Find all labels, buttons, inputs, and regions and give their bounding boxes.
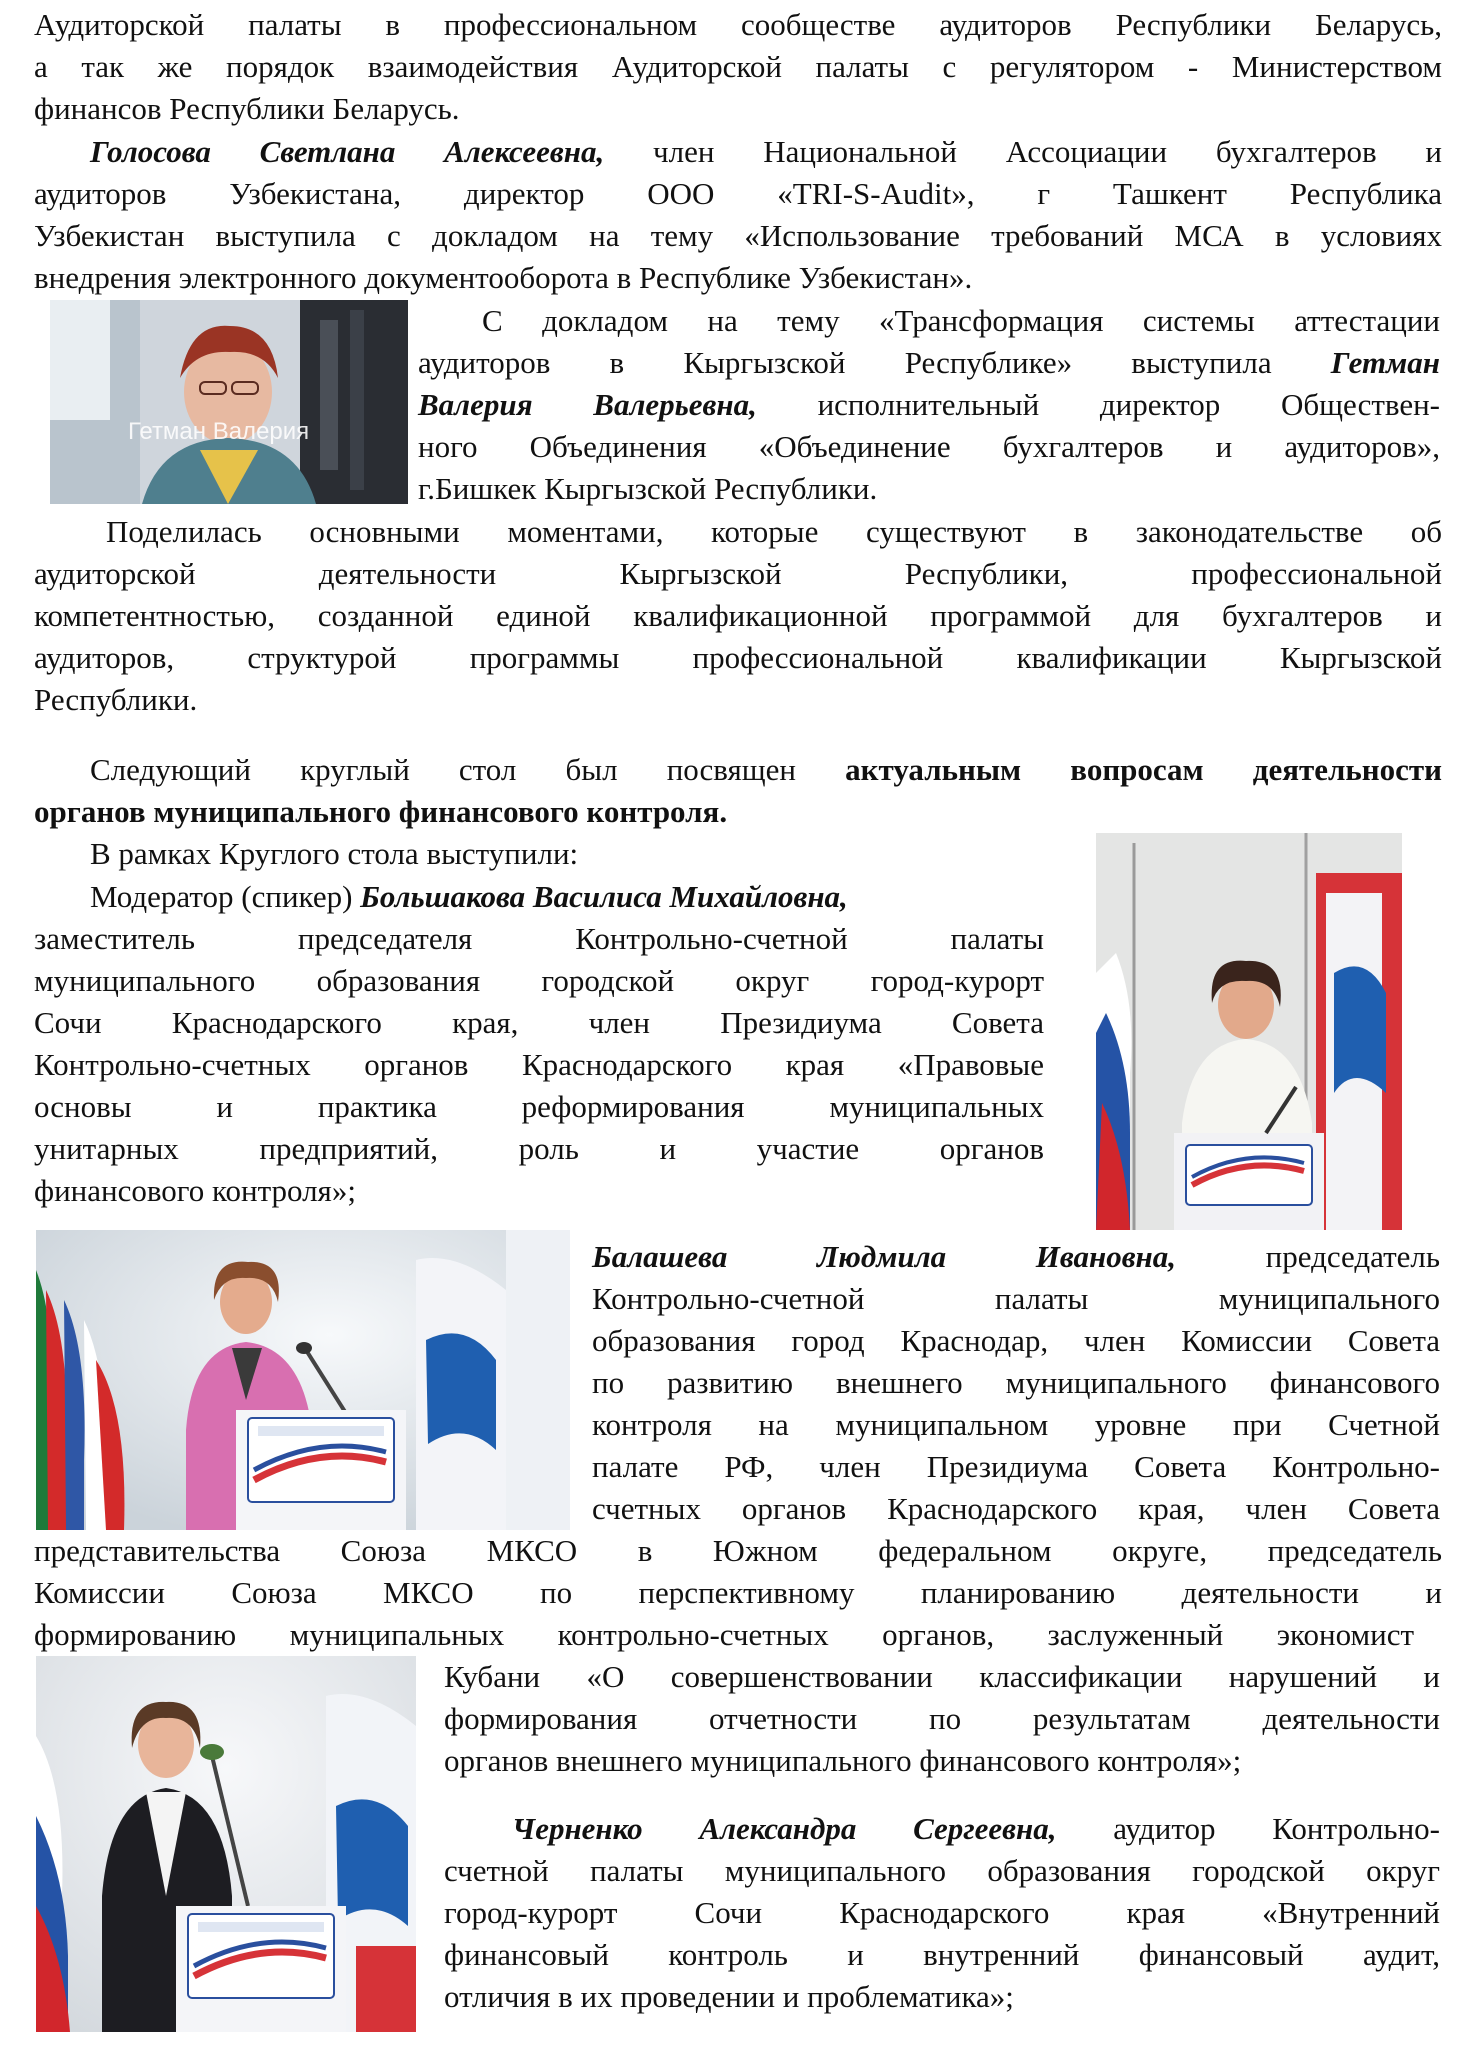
text-line: основы и практика реформирования муниципальных — [34, 1089, 1044, 1124]
text-line: формирования отчетности по результатам деятельности — [444, 1701, 1440, 1736]
text-line: палате РФ, член Президиума Совета Контрольно- — [592, 1449, 1440, 1484]
text-line: ного Объединения «Объединение бухгалтеров и аудиторов», — [418, 429, 1440, 464]
text-line: Аудиторской палаты в профессиональном сообществе аудиторов Республики Беларусь, — [34, 7, 1442, 42]
text-line: внедрения электронного документооборота в Республике Узбекистан». — [34, 260, 973, 295]
speaker-name: Балашева Людмила Ивановна, — [592, 1239, 1177, 1274]
text-span: член Национальной Ассоциации бухгалтеров и — [604, 134, 1442, 169]
text-line: счетной палаты муниципального образования городской округ — [444, 1853, 1440, 1888]
text-line: аудиторской деятельности Кыргызской Республики, профессиональной — [34, 556, 1442, 591]
text-line: по развитию внешнего муниципального финансового — [592, 1365, 1440, 1400]
text-line: формированию муниципальных контрольно-счетных органов, заслуженный экономист — [34, 1617, 1414, 1652]
text-line: заместитель председателя Контрольно-счетной палаты — [34, 921, 1044, 956]
text-line: Сочи Краснодарского края, член Президиума Совета — [34, 1005, 1044, 1040]
photo-balasheva — [36, 1230, 570, 1530]
text-line — [592, 1236, 1440, 1279]
photo-caption: Гетман Валерия — [128, 418, 310, 445]
text-line: Поделилась основными моментами, которые существуют в законодательстве об — [106, 514, 1442, 549]
speaker-name: Гетман — [1330, 345, 1441, 380]
text-line: С докладом на тему «Трансформация системы аттестации — [482, 303, 1440, 338]
text-line: г.Бишкек Кыргызской Республики. — [418, 471, 878, 506]
text-span: аудиторов в Кыргызской Республике» выступила — [418, 345, 1272, 380]
text-line: Контрольно-счетной палаты муниципального — [592, 1281, 1440, 1316]
text-line — [418, 342, 1440, 385]
text-line: отличия в их проведении и проблематика»; — [444, 1979, 1014, 2014]
text-line — [34, 131, 1442, 174]
photo-balasheva-image — [36, 1230, 570, 1530]
text-line: Контрольно-счетных органов Краснодарского края «Правовые — [34, 1047, 1044, 1082]
text-line: Кубани «О совершенствовании классификации нарушений и — [444, 1659, 1440, 1694]
text-line: финансовый контроль и внутренний финансовый аудит, — [444, 1937, 1440, 1972]
speaker-name: Черненко Александра Сергеевна, — [512, 1811, 1057, 1846]
text-line: аудиторов Узбекистана, директор ООО «TRI-S-Audit», г Ташкент Республика — [34, 176, 1442, 211]
photo-getman — [50, 300, 408, 504]
text-line: счетных органов Краснодарского края, член Совета — [592, 1491, 1440, 1526]
text-line: финансового контроля»; — [34, 1173, 356, 1208]
photo-chernenko-image — [36, 1656, 416, 2032]
text-span: исполнительный директор Обществен- — [756, 387, 1441, 422]
text-line: компетентностью, созданной единой квалификационной программой для бухгалтеров и — [34, 598, 1442, 633]
speaker-name: Большакова Василиса Михайловна, — [360, 879, 848, 914]
text-span: председатель — [1265, 1239, 1440, 1274]
speaker-name: Голосова Светлана Алексеевна, — [90, 134, 605, 169]
photo-getman-image — [50, 300, 408, 504]
text-line: органов муниципального финансового контроля. — [34, 794, 728, 829]
text-line: город-курорт Сочи Краснодарского края «Внутренний — [444, 1895, 1440, 1930]
text-line: образования город Краснодар, член Комиссии Совета — [592, 1323, 1440, 1358]
text-line: а так же порядок взаимодействия Аудиторской палаты с регулятором - Министерством — [34, 49, 1442, 84]
text-line: контроля на муниципальном уровне при Счетной — [592, 1407, 1440, 1442]
text-bold: актуальным вопросам деятельности — [845, 752, 1442, 787]
text-line — [418, 384, 1440, 427]
text-line: Комиссии Союза МКСО по перспективному планированию деятельности и — [34, 1575, 1442, 1610]
text-line — [34, 749, 1442, 792]
text-span: Следующий круглый стол был посвящен — [90, 752, 797, 787]
text-line: унитарных предприятий, роль и участие органов — [34, 1131, 1044, 1166]
text-line: Узбекистан выступила с докладом на тему «Использование требований МСА в условиях — [34, 218, 1442, 253]
text-span: аудитор Контрольно- — [1056, 1811, 1440, 1846]
text-line: Республики. — [34, 682, 198, 717]
text-line: представительства Союза МКСО в Южном федеральном округе, председатель — [34, 1533, 1442, 1568]
photo-bolshakova — [1096, 833, 1402, 1230]
text-line — [444, 1808, 1440, 1851]
text-line: аудиторов, структурой программы профессиональной квалификации Кыргызской — [34, 640, 1442, 675]
text-line: органов внешнего муниципального финансового контроля»; — [444, 1743, 1242, 1778]
text-line: финансов Республики Беларусь. — [34, 91, 460, 126]
text-span: Модератор (спикер) — [90, 879, 353, 914]
text-line — [34, 876, 1074, 919]
text-line: В рамках Круглого стола выступили: — [90, 836, 579, 871]
text-line: муниципального образования городской округ город-курорт — [34, 963, 1044, 998]
photo-bolshakova-image — [1096, 833, 1402, 1230]
speaker-name: Валерия Валерьевна, — [418, 387, 757, 422]
photo-chernenko — [36, 1656, 416, 2032]
